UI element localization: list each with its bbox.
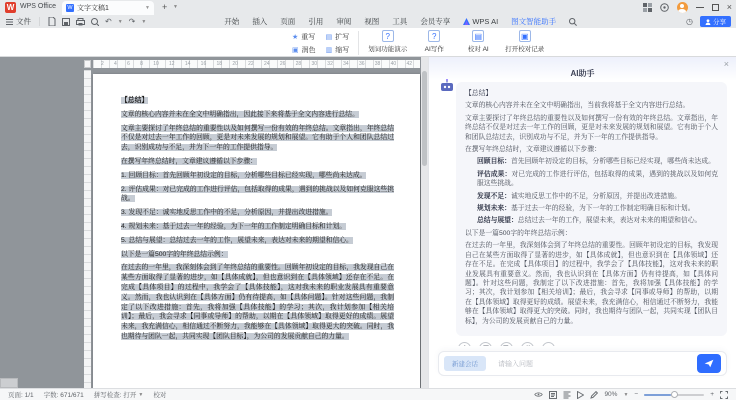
ai-feature-buttons <box>368 30 544 53</box>
new-tab-button[interactable]: + <box>162 2 168 12</box>
more-icon[interactable] <box>542 342 555 346</box>
zoom-in-button[interactable]: + <box>710 391 714 398</box>
wps-ai-icon <box>463 18 470 25</box>
undo-button[interactable]: ↶ <box>105 16 112 26</box>
doc-paragraph: 在撰写年终总结时，文章建议遵循以下步骤： <box>121 157 257 165</box>
zoom-out-button[interactable]: − <box>634 391 639 398</box>
document-scrollbar[interactable] <box>421 57 428 388</box>
feature-icon: ? <box>428 30 440 42</box>
copy-icon[interactable] <box>500 342 513 346</box>
save-icon[interactable] <box>62 18 70 26</box>
spellcheck-caret-icon[interactable]: ▼ <box>138 391 144 398</box>
ai-question-input[interactable]: 请输入问题 <box>498 360 533 368</box>
document-tab-title: 文字文稿1 <box>77 5 109 12</box>
ai-step-list <box>465 157 718 225</box>
ribbon-separator <box>358 31 359 55</box>
ai-step: 规划未来：基于过去一年的经验，为下一年的工作制定明确目标和计划。 <box>477 205 695 213</box>
document-page[interactable] <box>93 74 420 388</box>
zoom-caret-icon[interactable]: ▼ <box>623 391 629 398</box>
doc-paragraph: 5. 总结与展望：总结过去一年的工作，展望未来，表达对未来的期望和信心。 <box>121 236 353 244</box>
spellcheck-status[interactable]: 拼写检查: 打开 ▼ <box>93 391 144 399</box>
menu-tab[interactable]: 开始 <box>224 17 240 26</box>
outline-view-icon[interactable] <box>563 391 571 399</box>
ai-panel-close-button[interactable]: × <box>723 59 729 69</box>
titlebar <box>0 0 736 15</box>
doc-paragraph: 4. 规划未来：基于过去一年的经验，为下一年的工作制定明确目标和计划。 <box>121 222 347 230</box>
wps-ai-label: WPS AI <box>472 17 499 26</box>
document-canvas <box>0 57 428 388</box>
doc-title: 【总结】 <box>121 97 149 104</box>
feature-icon: ▤ <box>472 30 484 42</box>
dislike-icon[interactable] <box>479 342 492 346</box>
menu-tab[interactable]: 工具 <box>392 17 408 26</box>
ai-feature-button[interactable]: ▤ 校对 AI <box>467 32 489 53</box>
scrollbar-thumb[interactable] <box>422 71 427 166</box>
ribbon <box>0 28 736 57</box>
send-icon <box>704 359 714 368</box>
proofread-button[interactable]: 校对 <box>153 392 167 399</box>
preview-icon[interactable] <box>91 18 99 26</box>
ai-message-area[interactable] <box>456 82 727 346</box>
ai-step: 发现不足：诚实地反思工作中的不足，分析原因，并提出改进措施。 <box>477 192 681 200</box>
zoom-slider[interactable] <box>644 394 704 396</box>
action-icon: ▤ <box>325 33 333 41</box>
tab-list-caret-icon[interactable]: ▼ <box>173 4 178 10</box>
redo-button[interactable]: ↷ <box>128 16 136 26</box>
feature-icon: ? <box>382 30 394 42</box>
zoom-slider-knob[interactable] <box>671 391 678 398</box>
share-label: 分享 <box>713 19 726 26</box>
restore-button[interactable] <box>712 4 719 11</box>
search-icon[interactable] <box>569 18 577 26</box>
menu-tab[interactable]: 审阅 <box>336 17 352 26</box>
ai-text-action-button[interactable]: ★ 重写 <box>292 33 316 41</box>
document-text[interactable] <box>93 74 420 342</box>
ai-robot-icon <box>440 79 454 92</box>
ai-feature-button[interactable]: ? AI写作 <box>424 32 444 53</box>
ai-text-action-button[interactable]: ▥ 缩写 <box>325 46 350 54</box>
ai-feature-button[interactable]: ? 划词功能演示 <box>368 32 408 53</box>
history-icon[interactable]: ◷ <box>686 16 693 26</box>
doc-paragraph: 在过去的一年里，我深刻体会到了年终总结的重要性。回顾年初设定的目标，我发现自己在某些方面取得了显著的进步，如【具体成就】，但也意识到在【具体领域】还存在不足。在完成【具体项目】的过程中，我学会了【具体技能】，这对我未来的职业发展具有重要意义。然而，我也认识到在【具体方面】仍有待提高，如【具体问题】。针对这些问题，我制定了以下改进措施：首先，我将加强【具体技能】的学习；其次，我计划参加【相关培训】；最后，我会寻求【同事或导师】的帮助，以期在【具体领域】取得更好的成绩。展望未来，我充满信心，相信通过不断努力，我能够在【具体领域】取得更大的突破。同时，我也期待与团队一起，共同实现【团队目标】，为公司的发展贡献自己的力量。 <box>121 264 394 340</box>
horizontal-ruler[interactable]: 2 4 6 8 10 12 14 16 18 20 22 24 26 28 30 32 34 36 38 40 42 <box>93 60 420 68</box>
file-menu-label: 文件 <box>16 17 31 26</box>
ai-text-action-button[interactable]: ▣ 润色 <box>292 46 316 54</box>
menu-tab[interactable]: 会员专享 <box>420 17 451 26</box>
menu-tab[interactable]: 视图 <box>364 17 380 26</box>
workspace-icon[interactable] <box>643 3 652 12</box>
edit-mode-icon[interactable] <box>590 391 598 399</box>
doc-paragraph: 2. 评估成果：对已完成的工作进行评估，包括取得的成果，遇到的挑战以及如何克服这些挑战。 <box>121 185 394 203</box>
minimize-button[interactable] <box>696 7 704 8</box>
tab-active-demo[interactable]: 图文智能助手 <box>511 17 557 26</box>
ai-input-bar[interactable] <box>438 351 727 376</box>
page-count[interactable]: 页面: 1/1 <box>8 392 34 399</box>
ai-feature-button[interactable]: ▣ 打开校对记录 <box>505 32 545 53</box>
ai-text-action-button[interactable]: ▤ 扩写 <box>325 33 350 41</box>
page-view-icon[interactable] <box>549 391 557 399</box>
doc-paragraph: 以下是一篇500字的年终总结示例： <box>121 250 228 258</box>
tabstop-selector[interactable] <box>84 60 91 68</box>
ai-text-actions <box>292 31 349 56</box>
eye-protect-icon[interactable] <box>534 391 543 398</box>
doc-paragraph: 1. 回顾目标：首先回顾年初设定的目标，分析哪些目标已经实现，哪些尚未达成。 <box>121 171 367 179</box>
hscroll-corner <box>0 378 18 388</box>
action-icon: ★ <box>292 33 299 41</box>
doc-file-icon: W <box>67 5 73 11</box>
ai-paragraph: 在过去的一年里，我深刻体会到了年终总结的重要性。回顾年初设定的目标，我发现自己在某些方面取得了显著的进步，如【具体成就】，但也意识到在【具体领域】还存在不足。在完成【具体项目】的过程中，我学会了【具体技能】，这对我未来的职业发展具有重要意义。然而，我也认识到在【具体方面】仍有待提高，如【具体问题】。针对这些问题，我制定了以下改进措施：首先，我将加强【具体技能】的学习；其次，我计划参加【相关培训】；最后，我会寻求【同事或导师】的帮助，以期在【具体领域】取得更好的成绩。展望未来，我充满信心，相信通过不断努力，我能够在【具体领域】取得更大的突破。同时，我也期待与团队一起，共同实现【团队目标】，为公司的发展贡献自己的力量。 <box>465 242 718 325</box>
undo-caret-icon[interactable]: ▼ <box>117 18 123 25</box>
zoom-level[interactable]: 90% <box>604 391 618 398</box>
word-count[interactable]: 字数: 671/671 <box>43 392 84 399</box>
doc-paragraphs <box>121 110 394 342</box>
fullscreen-icon[interactable] <box>720 391 728 399</box>
ai-panel-title: AI助手 <box>570 69 595 78</box>
redo-caret-icon[interactable]: ▼ <box>141 18 147 25</box>
theme-icon[interactable] <box>660 3 669 12</box>
ai-step: 回顾目标：首先回顾年初设定的目标，分析哪些目标已经实现，哪些尚未达成。 <box>477 158 715 166</box>
action-icon: ▥ <box>325 46 333 54</box>
hamburger-icon <box>6 19 13 25</box>
like-icon[interactable] <box>458 342 471 346</box>
doc-paragraph: 文章的核心内容并未在全文中明确指出，因此接下来将基于全文内容进行总结。 <box>121 110 359 118</box>
app-name: WPS Office <box>20 3 57 10</box>
doc-paragraph: 文章主要探讨了年终总结的重要性以及如何撰写一份有效的年终总结。文章指出，年终总结不仅是对过去一年工作的回顾，更是对未来发展的规划和展望。它有助于个人和团队总结过去，识别成功与不足，并为下一年的工作提供指导。 <box>121 124 394 152</box>
print-icon[interactable] <box>76 18 85 26</box>
play-view-icon[interactable] <box>577 391 584 399</box>
ai-message-bubble <box>456 82 727 336</box>
send-button[interactable] <box>697 354 721 373</box>
ai-paragraph: 在撰写年终总结时，文章建议遵循以下步骤： <box>465 146 601 154</box>
menu-tab[interactable]: 引用 <box>308 17 324 26</box>
new-doc-icon[interactable] <box>48 17 56 26</box>
close-window-button[interactable]: × <box>726 2 732 12</box>
quick-access-toolbar <box>39 17 146 26</box>
doc-paragraph: 3. 发现不足：诚实地反思工作中的不足，分析原因，并提出改进措施。 <box>121 209 333 217</box>
ai-paragraph: 文章主要探讨了年终总结的重要性以及如何撰写一份有效的年终总结。文章指出，年终总结不仅是对过去一年工作的回顾，更是对未来发展的规划和展望。它有助于个人和团队总结过去，识别成功与不足，并为下一年的工作提供指导。 <box>465 114 718 141</box>
ai-step: 总结与展望：总结过去一年的工作，展望未来，表达对未来的期望和信心。 <box>477 217 702 225</box>
wps-logo-icon: W <box>6 3 15 12</box>
share-button[interactable] <box>700 16 731 27</box>
share-icon <box>705 19 711 25</box>
ai-assistant-panel <box>428 57 736 388</box>
menu-tabs <box>224 16 450 27</box>
menu-tab[interactable]: 页面 <box>280 17 296 26</box>
feature-icon: ▣ <box>519 30 531 42</box>
document-tab[interactable] <box>62 1 154 15</box>
menu-tab[interactable]: 插入 <box>252 17 268 26</box>
ai-step: 评估成果：对已完成的工作进行评估，包括取得的成果，遇到的挑战以及如何克服这些挑战。 <box>477 170 719 188</box>
action-icon: ▣ <box>292 46 299 54</box>
ai-tag: 【总结】 <box>465 90 493 97</box>
refresh-icon[interactable] <box>521 342 534 346</box>
user-avatar[interactable] <box>677 2 688 13</box>
menu-bar <box>0 15 736 28</box>
ai-message-actions <box>456 342 727 346</box>
vertical-ruler[interactable] <box>84 70 91 388</box>
tab-caret-icon[interactable]: ▼ <box>145 5 150 11</box>
ai-paragraph: 文章的核心内容并未在全文中明确指出，当前我将基于全文内容进行总结。 <box>465 102 690 110</box>
new-session-chip[interactable]: 新建会话 <box>444 356 486 371</box>
tab-wps-ai[interactable] <box>463 17 498 26</box>
ai-paragraph: 以下是一篇500字的年终总结示例： <box>465 229 572 237</box>
status-bar <box>0 388 736 400</box>
file-menu-button[interactable] <box>6 16 31 27</box>
